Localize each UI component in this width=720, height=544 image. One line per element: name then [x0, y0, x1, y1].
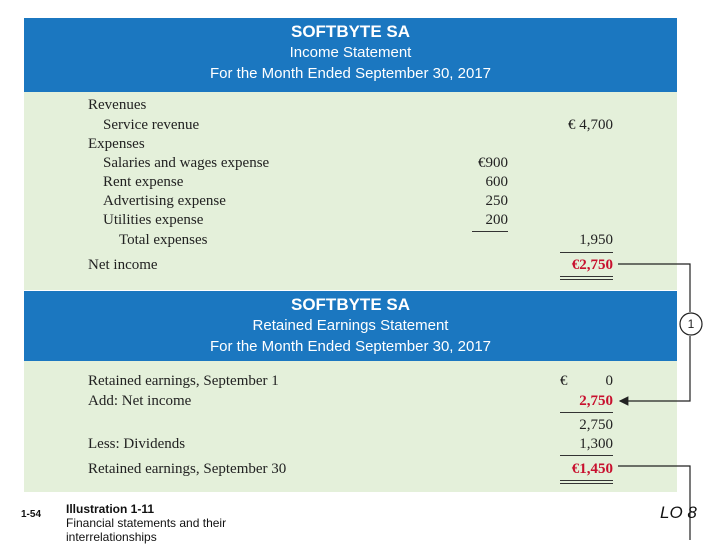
expense-label-rent: Rent expense: [103, 174, 184, 190]
dividends-label: Less: Dividends: [88, 436, 186, 452]
retained-earnings-title: Retained Earnings Statement: [252, 317, 449, 334]
net-income-label: Net income: [88, 257, 158, 273]
retained-beginning-amount: 0: [605, 373, 613, 389]
revenues-label: Revenues: [88, 97, 147, 113]
retained-ending-label: Retained earnings, September 30: [88, 461, 287, 477]
illustration-caption-line1: Financial statements and their: [66, 516, 227, 530]
service-revenue-label: Service revenue: [103, 117, 200, 133]
retained-earnings-period: For the Month Ended September 30, 2017: [209, 338, 491, 355]
total-expenses-amount: 1,950: [579, 232, 613, 248]
expense-label-utilities: Utilities expense: [103, 212, 204, 228]
add-net-income-label: Add: Net income: [88, 393, 192, 409]
income-company-name: SOFTBYTE SA: [290, 22, 410, 41]
retained-beginning-currency: €: [560, 373, 568, 389]
expense-amount-advertising: 250: [485, 193, 508, 209]
slide-number: 1-54: [21, 509, 42, 520]
expense-label-advertising: Advertising expense: [103, 193, 226, 209]
income-statement-period: For the Month Ended September 30, 2017: [209, 65, 491, 82]
income-statement-title: Income Statement: [289, 44, 412, 61]
net-income-connector-line: [618, 264, 690, 312]
lo-label: LO 8: [660, 503, 697, 522]
expense-amount-utilities: 200: [485, 212, 508, 228]
illustration-title: Illustration 1-11: [66, 502, 155, 516]
illustration-caption-line2: interrelationships: [66, 530, 157, 544]
retained-company-name: SOFTBYTE SA: [290, 295, 410, 314]
retained-ending-amount: €1,450: [571, 461, 613, 477]
expenses-label: Expenses: [88, 136, 145, 152]
retained-beginning-label: Retained earnings, September 1: [88, 373, 279, 389]
expense-amount-rent: 600: [485, 174, 508, 190]
dividends-amount: 1,300: [579, 436, 613, 452]
add-net-income-amount: 2,750: [579, 393, 613, 409]
expense-label-salaries: Salaries and wages expense: [103, 155, 270, 171]
net-income-amount: €2,750: [571, 257, 613, 273]
retained-subtotal-amount: 2,750: [579, 417, 613, 433]
callout-number: 1: [687, 317, 695, 331]
expense-amount-salaries: €900: [478, 155, 508, 171]
total-expenses-label: Total expenses: [119, 232, 208, 248]
service-revenue-amount: € 4,700: [568, 117, 613, 133]
transfer-arrow: [620, 336, 690, 401]
